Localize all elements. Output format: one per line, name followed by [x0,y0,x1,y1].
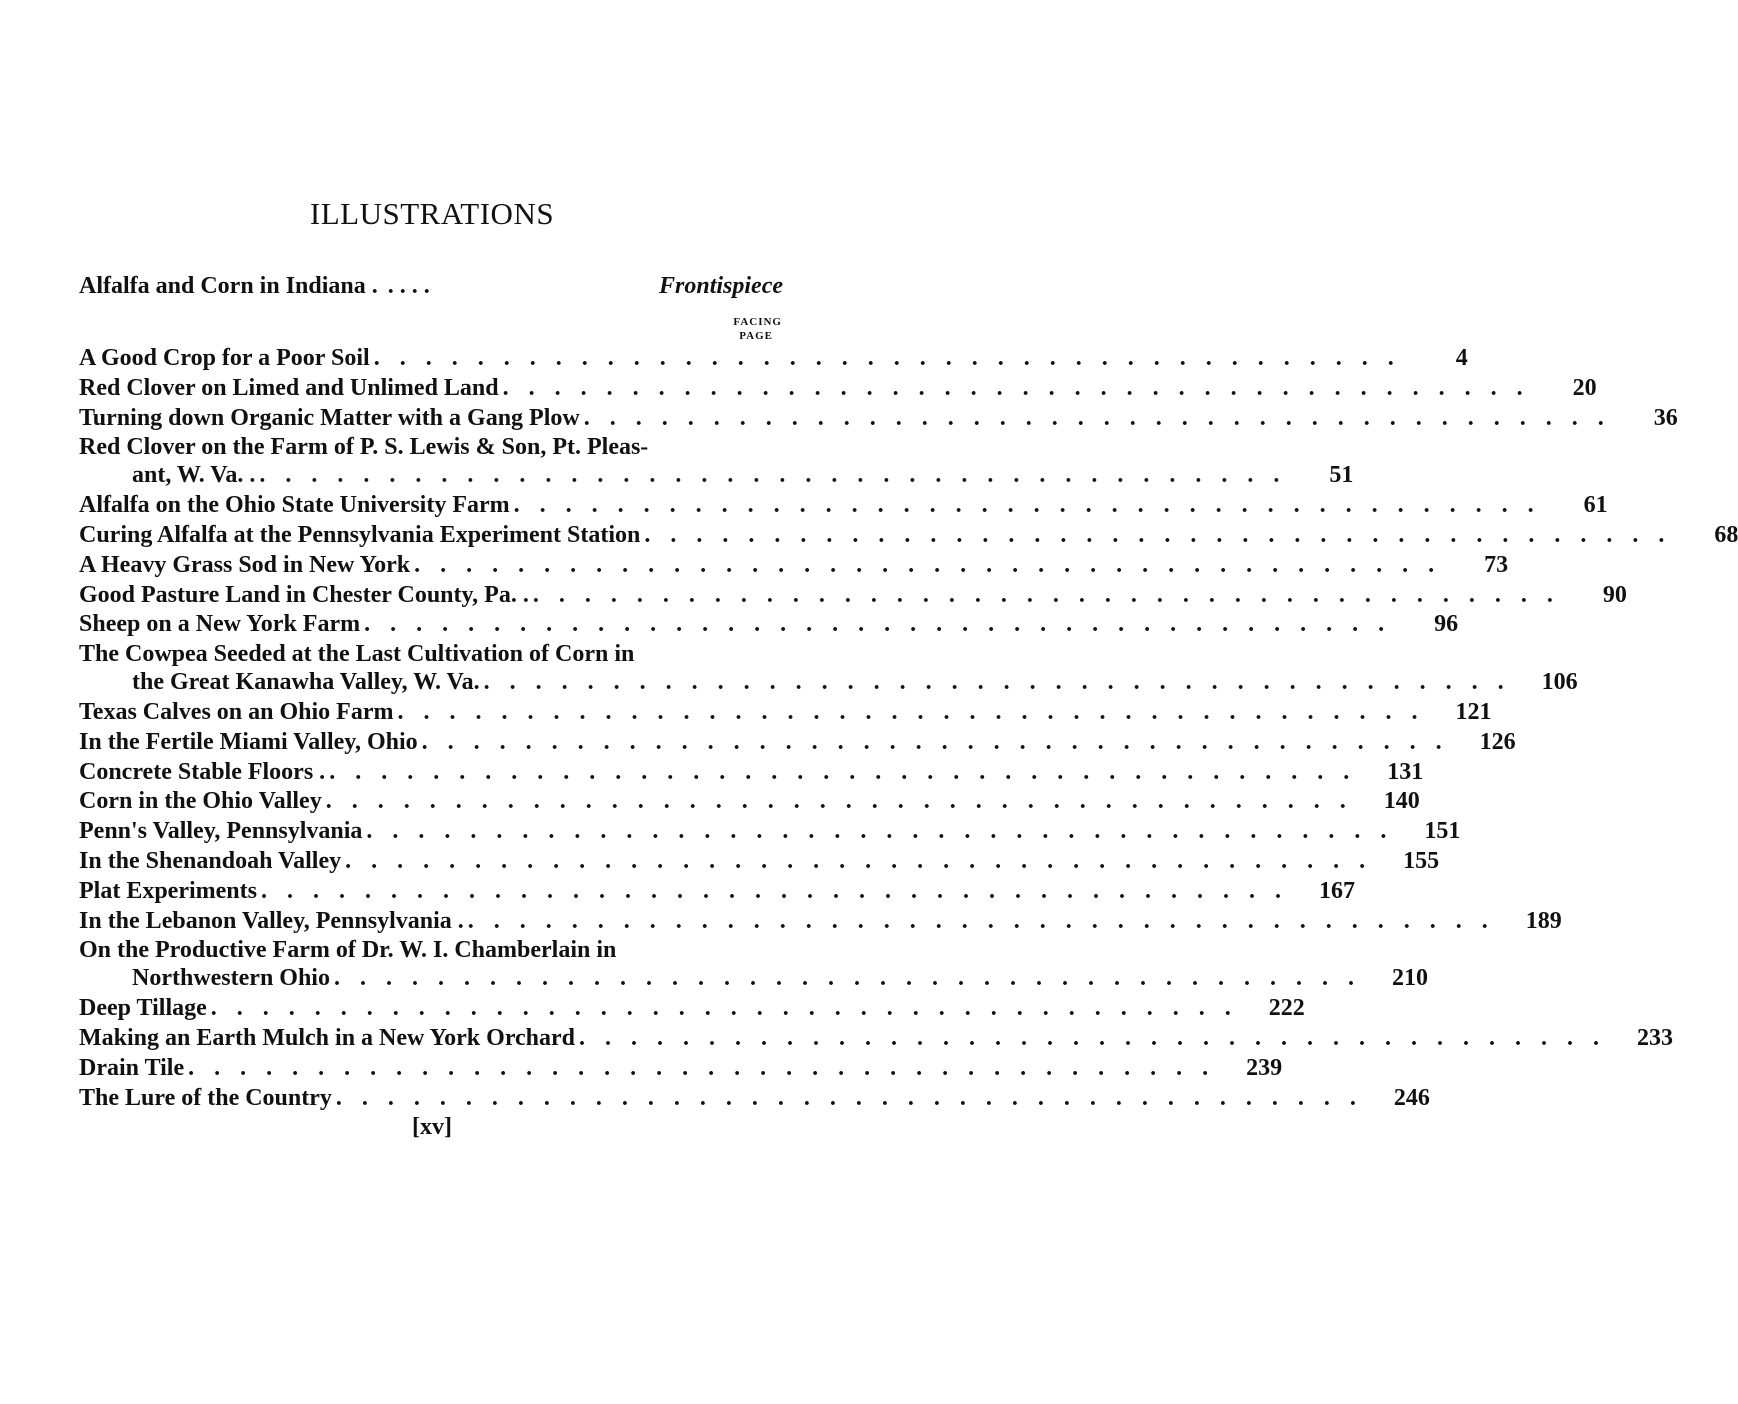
entry-line [79,817,1461,845]
entry-line [79,994,1305,1022]
entry-line [79,668,1578,696]
entry-page-number: 233 [1637,1024,1674,1051]
entry-line [79,728,1516,756]
entry-title: Plat Experiments [79,877,257,904]
illustration-entry [79,610,1459,638]
dot-leader: ........................................ [513,492,1554,519]
illustration-entry [79,374,1597,402]
dot-leader: ........................................ [329,758,1370,785]
dot-leader: ........................................ [421,728,1462,755]
entry-page-number: 239 [1246,1054,1283,1081]
page-label: PAGE [739,330,773,342]
entry-title: On the Productive Farm of Dr. W. I. Chamberlain in [79,937,617,964]
entry-title: Drain Tile [79,1054,185,1081]
dot-leader: ........................................ [335,1084,1376,1111]
illustration-entry [79,640,1578,696]
facing-page-header [733,315,782,343]
entry-page-number: 73 [1484,551,1509,578]
entry-line [79,344,1468,372]
entry-line [79,461,1354,489]
entry-line [79,491,1608,519]
entry-page-number: 90 [1602,581,1627,608]
dot-leader: ........................................ [483,669,1524,696]
dot-leader: ........................................ [210,995,1251,1022]
entry-line [79,787,1420,815]
entry-title: Turning down Organic Matter with a Gang Plow [79,404,580,431]
entry-page-number: 151 [1424,818,1461,845]
entry-title: Penn's Valley, Pennsylvania [79,818,363,845]
illustration-entry [79,698,1492,726]
entry-line [79,847,1440,875]
illustrations-list [79,344,1738,1113]
illustration-entry [79,581,1627,609]
page-title: ILLUSTRATIONS [309,196,555,231]
page-number: [xv] [412,1114,452,1140]
dot-leader: ........................................ [366,818,1407,845]
illustration-entry [79,728,1516,756]
entry-title: Good Pasture Land in Chester County, Pa. . [79,581,529,608]
entry-page-number: 121 [1455,698,1492,725]
entry-line [79,581,1627,609]
entry-title: In the Lebanon Valley, Pennsylvania . [79,907,464,934]
entry-title: Concrete Stable Floors . [79,758,326,785]
dot-leader: ........................................ [260,877,1301,904]
entry-title: In the Fertile Miami Valley, Ohio [79,728,418,755]
entry-line [79,1084,1430,1112]
entry-title: Deep Tillage [79,995,207,1022]
entry-line [79,374,1597,402]
illustration-entry [79,1024,1674,1052]
entry-title: Texas Calves on an Ohio Farm [79,698,394,725]
entry-title: the Great Kanawha Valley, W. Va. [132,669,480,696]
dot-leader: ........................................ [259,462,1300,489]
frontispiece-entry [79,273,783,305]
entry-page-number: 51 [1329,462,1354,489]
frontispiece-page-ref: Frontispiece [659,273,783,299]
entry-page-number: 61 [1583,492,1608,519]
entry-line [79,610,1459,638]
illustration-entry [79,936,1428,992]
illustration-entry [79,551,1509,579]
entry-title: Making an Earth Mulch in a New York Orchard [79,1024,576,1051]
illustration-entry [79,817,1461,845]
dot-leader: ........................................ [644,521,1685,548]
entry-title: A Heavy Grass Sod in New York [79,551,411,578]
dot-leader: ........................................ [532,581,1573,608]
entry-title: Northwestern Ohio [132,965,330,992]
illustration-entry [79,491,1608,519]
dot-leader: ........................................ [467,907,1508,934]
frontispiece-title: Alfalfa and Corn in Indiana . [79,273,378,299]
entry-line [79,404,1678,432]
entry-title: Red Clover on the Farm of P. S. Lewis & Son, Pt. Pleas- [79,434,649,461]
illustration-entry [79,404,1678,432]
entry-line [79,758,1424,786]
entry-page-number: 4 [1455,345,1468,371]
entry-page-number: 167 [1318,877,1355,904]
entry-page-number: 126 [1479,728,1516,755]
dot-leader: ........................................ [364,611,1405,638]
dot-leader: ........................................ [345,847,1386,874]
entry-page-number: 140 [1383,788,1420,815]
entry-line [79,640,783,668]
illustration-entry [79,344,1468,372]
illustration-entry [79,847,1440,875]
illustration-entry [79,787,1420,815]
entry-title: ant, W. Va. . [132,462,256,489]
entry-title: A Good Crop for a Poor Soil [79,345,370,371]
entry-page-number: 222 [1268,995,1305,1022]
illustration-entry [79,994,1305,1022]
dot-leader: ........................................ [583,404,1624,431]
illustration-entry [79,1084,1430,1112]
entry-title: Corn in the Ohio Valley [79,788,322,815]
entry-line [79,433,783,461]
entry-page-number: 246 [1393,1084,1430,1111]
entry-line [79,936,783,964]
dot-leader: ........................................ [502,374,1543,401]
entry-title: In the Shenandoah Valley [79,847,342,874]
dot-leader: ........................................ [579,1024,1620,1051]
illustration-entry [79,907,1562,935]
entry-title: The Lure of the Country [79,1084,332,1111]
dot-leader: ........................................ [333,965,1374,992]
entry-title: Red Clover on Limed and Unlimed Land [79,374,499,401]
illustration-entry [79,877,1355,905]
entry-title: The Cowpea Seeded at the Last Cultivation of Corn in [79,641,635,668]
entry-page-number: 36 [1653,404,1678,431]
entry-page-number: 106 [1541,669,1578,696]
entry-line [79,551,1509,579]
entry-page-number: 68 [1714,521,1738,548]
entry-page-number: 131 [1387,758,1424,785]
entry-page-number: 210 [1391,965,1428,992]
frontispiece-leader: . . . . [387,273,430,299]
entry-line [79,698,1492,726]
dot-leader: ........................................ [414,551,1455,578]
entry-title: Sheep on a New York Farm [79,611,361,638]
dot-leader: ........................................ [325,788,1366,815]
entry-line [79,907,1562,935]
entry-page-number: 189 [1525,907,1562,934]
illustration-entry [79,1054,1283,1082]
entry-title: Alfalfa on the Ohio State University Farm [79,492,510,519]
entry-line [79,964,1428,992]
entry-line [79,877,1355,905]
illustration-entry [79,758,1424,786]
facing-label: FACING [733,316,782,328]
illustration-entry [79,433,1354,489]
dot-leader: ........................................ [397,698,1438,725]
entry-page-number: 155 [1403,847,1440,874]
entry-title: Curing Alfalfa at the Pennsylvania Experiment Station [79,521,641,548]
entry-page-number: 20 [1572,374,1597,401]
illustration-entry [79,521,1738,549]
entry-line [79,1054,1283,1082]
entry-line [79,1024,1674,1052]
entry-line [79,521,1738,549]
entry-page-number: 96 [1434,611,1459,638]
dot-leader: ........................................ [373,345,1414,371]
dot-leader: ........................................ [188,1054,1229,1081]
